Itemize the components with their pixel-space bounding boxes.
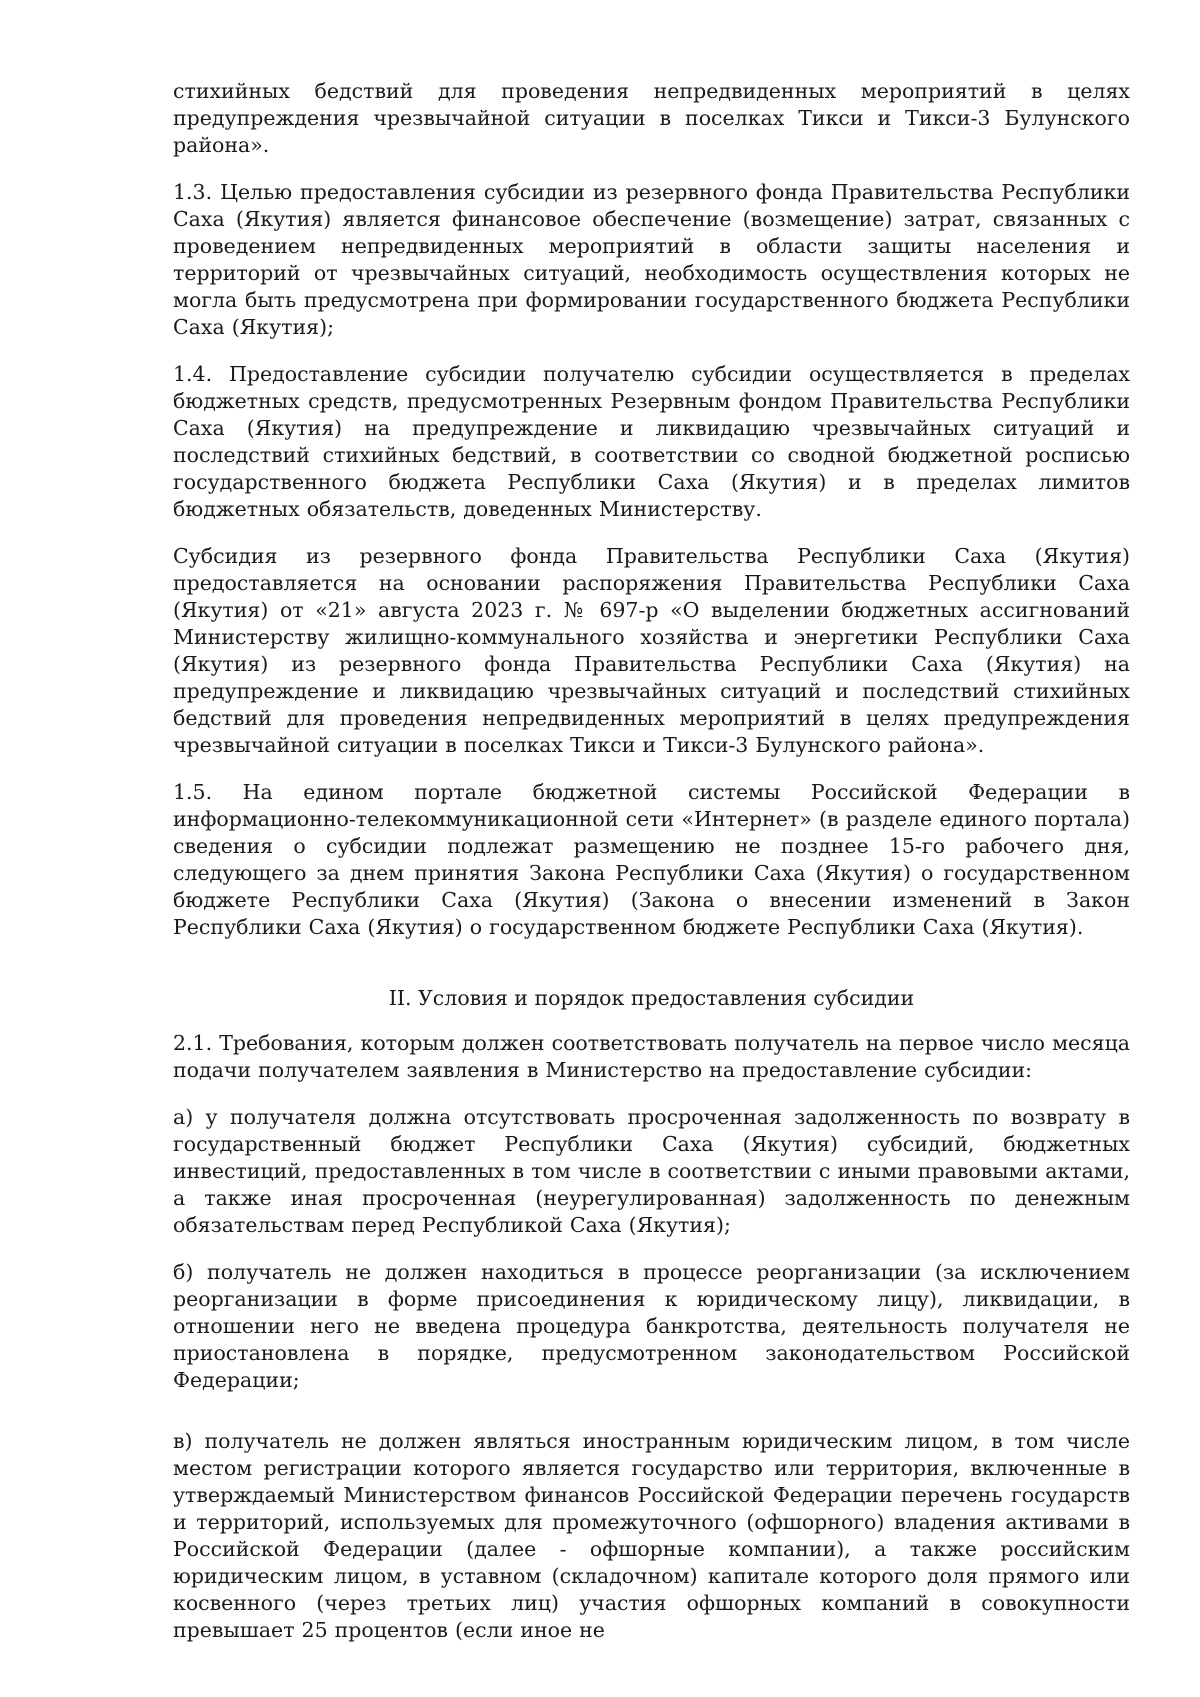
paragraph-1-5: 1.5. На едином портале бюджетной системы Российской Федерации в информационно-телекоммуникационной сети «Интернет» (в разделе единого портала) сведения о субсидии подлежат размещению не позднее 15-го рабочего дня, следующего за днем принятия Закона Республики Саха (Якутия) о государственном бюджете Республики Саха (Якутия) (Закона о внесении изменений в Закон Республики Саха (Якутия) о государственном бюджете Республики Саха (Якутия). — [173, 780, 1130, 939]
paragraph-item-a: а) у получателя должна отсутствовать просроченная задолженность по возврату в государственный бюджет Республики Саха (Якутия) субсидий, бюджетных инвестиций, предоставленных в том числе в соответствии с иными правовыми актами, а также иная просроченная (неурегулированная) задолженность по денежным обязательствам перед Республикой Саха (Якутия); — [173, 1105, 1130, 1237]
paragraph-1-3: 1.3. Целью предоставления субсидии из резервного фонда Правительства Республики Саха (Якутия) является финансовое обеспечение (возмещение) затрат, связанных с проведением непредвиденных мероприятий в области защиты населения и территорий от чрезвычайных ситуаций, необходимость осуществления которых не могла быть предусмотрена при формировании государственного бюджета Республики Саха (Якутия); — [173, 180, 1130, 339]
paragraph-2-1: 2.1. Требования, которым должен соответствовать получатель на первое число месяца подачи получателем заявления в Министерство на предоставление субсидии: — [173, 1031, 1130, 1082]
section-heading: II. Условия и порядок предоставления субсидии — [388, 986, 915, 1010]
paragraph-1-4: 1.4. Предоставление субсидии получателю субсидии осуществляется в пределах бюджетных средств, предусмотренных Резервным фондом Правительства Республики Саха (Якутия) на предупреждение и ликвидацию чрезвычайных ситуаций и последствий стихийных бедствий, в соответствии со сводной бюджетной росписью государственного бюджета Республики Саха (Якутия) и в пределах лимитов бюджетных обязательств, доведенных Министерству. — [173, 362, 1130, 521]
document-page — [173, 78, 1130, 1664]
paragraph-continuation: стихийных бедствий для проведения непредвиденных мероприятий в целях предупреждения чрезвычайной ситуации в поселках Тикси и Тикси-3 Булунского района». — [173, 79, 1130, 157]
paragraph-item-b: б) получатель не должен находиться в процессе реорганизации (за исключением реорганизации в форме присоединения к юридическому лицу), ликвидации, в отношении него не введена процедура банкротства, деятельность получателя не приостановлена в порядке, предусмотренном законодательством Российской Федерации; — [173, 1260, 1130, 1392]
paragraph-item-v: в) получатель не должен являться иностранным юридическим лицом, в том числе местом регистрации которого является государство или территория, включенные в утверждаемый Министерством финансов Российской Федерации перечень государств и территорий, используемых для промежуточного (офшорного) владения активами в Российской Федерации (далее - офшорные компании), а также российским юридическим лицом, в уставном (складочном) капитале которого доля прямого или косвенного (через третьих лиц) участия офшорных компаний в совокупности превышает 25 процентов (если иное не — [173, 1429, 1130, 1642]
paragraph-subsidy-basis: Субсидия из резервного фонда Правительства Республики Саха (Якутия) предоставляется на основании распоряжения Правительства Республики Саха (Якутия) от «21» августа 2023 г. № 697-р «О выделении бюджетных ассигнований Министерству жилищно-коммунального хозяйства и энергетики Республики Саха (Якутия) из резервного фонда Правительства Республики Саха (Якутия) на предупреждение и ликвидацию чрезвычайных ситуаций и последствий стихийных бедствий для проведения непредвиденных мероприятий в целях предупреждения чрезвычайной ситуации в поселках Тикси и Тикси-3 Булунского района». — [173, 544, 1130, 757]
